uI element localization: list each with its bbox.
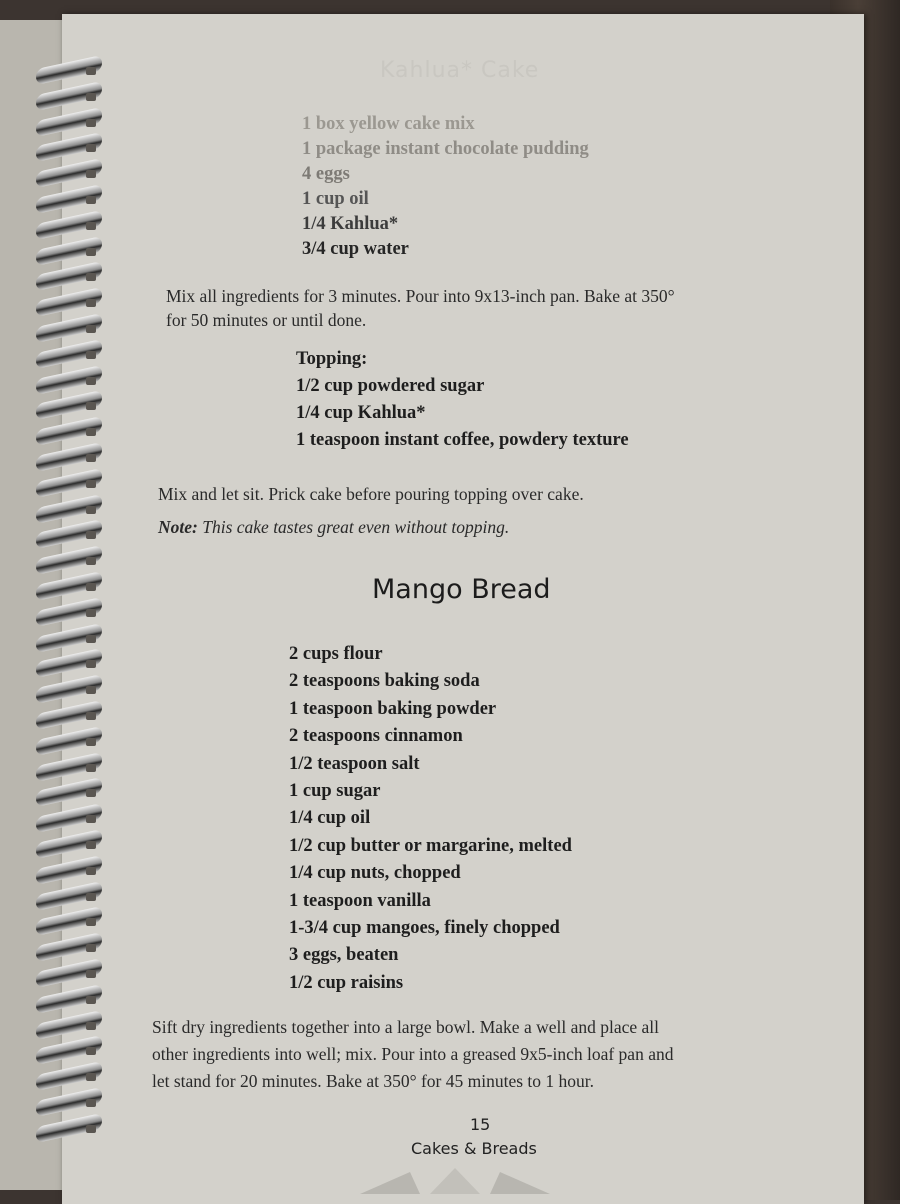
kahlua-ingredient-list (302, 112, 589, 262)
note-text: This cake tastes great even without topping. (202, 517, 510, 537)
spiral-coil (30, 1066, 108, 1088)
spiral-coil (30, 653, 108, 675)
spiral-coil (30, 1015, 108, 1037)
kahlua-instructions-line-2: for 50 minutes or until done. (166, 310, 367, 330)
spiral-coil (30, 886, 108, 908)
spiral-coil (30, 524, 108, 546)
ingredient-item: 1/4 cup oil (289, 808, 371, 829)
ingredient-item: 3 eggs, beaten (289, 945, 399, 966)
topping-heading: Topping: (296, 349, 368, 369)
spiral-coil (30, 163, 108, 185)
spiral-binding (30, 60, 110, 1140)
spiral-coil (30, 1040, 108, 1062)
spiral-coil (30, 1092, 108, 1114)
ingredient-item: 1/2 teaspoon salt (289, 753, 420, 774)
spiral-coil (30, 344, 108, 366)
ingredient-item: 1/2 cup butter or margarine, melted (289, 835, 572, 856)
ingredient-item: 2 teaspoons baking soda (289, 671, 480, 692)
ingredient-item: 1 package instant chocolate pudding (302, 139, 589, 159)
topping-item: 1/4 cup Kahlua* (296, 403, 426, 423)
ingredient-item: 1 cup oil (302, 189, 369, 209)
spiral-coil (30, 782, 108, 804)
topping-item: 1 teaspoon instant coffee, powdery texture (296, 430, 629, 450)
spiral-coil (30, 757, 108, 779)
mango-ingredient-list (289, 641, 572, 997)
spiral-coil (30, 137, 108, 159)
topping-item: 1/2 cup powdered sugar (296, 376, 485, 396)
ingredient-item: 3/4 cup water (302, 239, 409, 259)
ingredient-item: 1/2 cup raisins (289, 972, 404, 993)
ingredient-item: 1 cup sugar (289, 781, 381, 802)
ingredient-item: 1 teaspoon baking powder (289, 698, 497, 719)
spiral-coil (30, 1118, 108, 1140)
spiral-coil (30, 731, 108, 753)
spiral-coil (30, 937, 108, 959)
page-number: 15 (470, 1115, 491, 1134)
instruction-line: let stand for 20 minutes. Bake at 350° for 45 minutes to 1 hour. (152, 1071, 595, 1091)
ingredient-item: 1 teaspoon vanilla (289, 890, 431, 911)
ingredient-item: 2 cups flour (289, 644, 383, 664)
spiral-coil (30, 318, 108, 340)
spiral-coil (30, 989, 108, 1011)
spiral-coil (30, 473, 108, 495)
ingredient-item: 1 box yellow cake mix (302, 114, 475, 134)
spiral-coil (30, 602, 108, 624)
spiral-coil (30, 911, 108, 933)
spiral-coil (30, 421, 108, 443)
spiral-coil (30, 215, 108, 237)
section-name: Cakes & Breads (411, 1139, 537, 1158)
note-label: Note: (158, 517, 198, 537)
spiral-coil (30, 241, 108, 263)
spiral-coil (30, 834, 108, 856)
spiral-coil (30, 860, 108, 882)
spiral-coil (30, 705, 108, 727)
ingredient-item: 2 teaspoons cinnamon (289, 726, 463, 747)
spiral-coil (30, 499, 108, 521)
spiral-coil (30, 628, 108, 650)
topping-instructions: Mix and let sit. Prick cake before pouring topping over cake. (158, 484, 584, 504)
spiral-coil (30, 808, 108, 830)
recipe-title-mango-bread: Mango Bread (372, 574, 551, 605)
spiral-coil (30, 679, 108, 701)
spiral-coil (30, 395, 108, 417)
instruction-line: other ingredients into well; mix. Pour into a greased 9x5-inch loaf pan and (152, 1044, 674, 1064)
ingredient-item: 4 eggs (302, 164, 350, 184)
mango-instructions (152, 1014, 673, 1095)
spiral-coil (30, 189, 108, 211)
kahlua-instructions-line-1: Mix all ingredients for 3 minutes. Pour into 9x13-inch pan. Bake at 350° (166, 286, 675, 306)
topping-list (296, 346, 629, 454)
spiral-coil (30, 963, 108, 985)
spiral-coil (30, 550, 108, 572)
spiral-coil (30, 266, 108, 288)
decorative-leaf-ornament (350, 1164, 560, 1194)
spiral-coil (30, 447, 108, 469)
spiral-coil (30, 292, 108, 314)
recipe-title-kahlua-cake: Kahlua* Cake (380, 58, 540, 83)
instruction-line: Sift dry ingredients together into a large bowl. Make a well and place all (152, 1017, 660, 1037)
spiral-coil (30, 112, 108, 134)
spiral-coil (30, 370, 108, 392)
ingredient-item: 1/4 Kahlua* (302, 214, 399, 234)
spiral-coil (30, 60, 108, 82)
ingredient-item: 1/4 cup nuts, chopped (289, 863, 461, 884)
ingredient-item: 1-3/4 cup mangoes, finely chopped (289, 918, 560, 939)
recipe-note (158, 515, 509, 540)
spiral-coil (30, 576, 108, 598)
spiral-coil (30, 86, 108, 108)
